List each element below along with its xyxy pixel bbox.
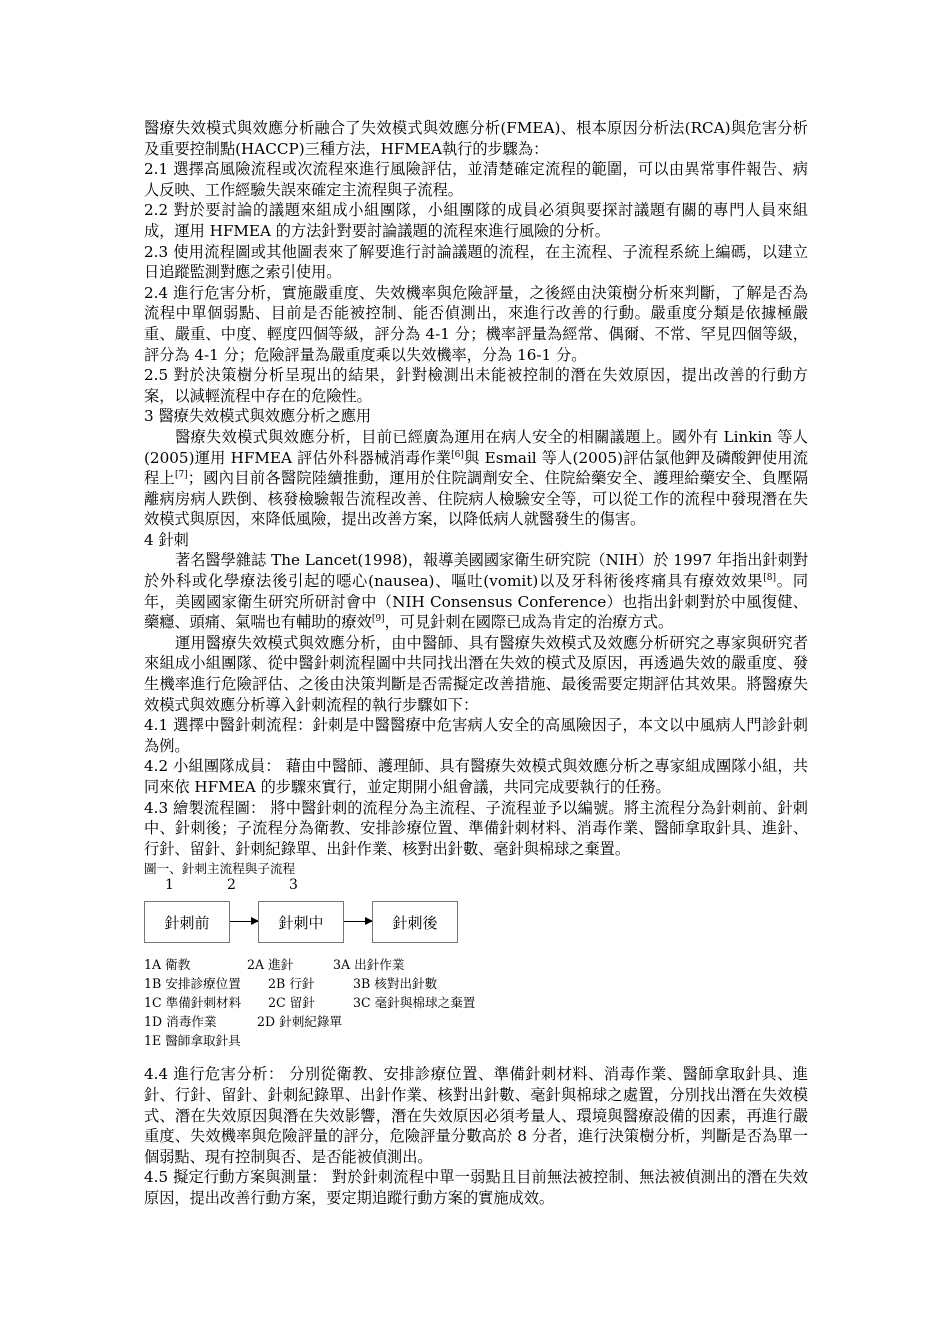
step-4-3: 4.3 繪製流程圖： 將中醫針刺的流程分為主流程、子流程並予以編號。將主流程分為針刺前、針刺中、針刺後；子流程分為衛教、安排診療位置、準備針刺材料、消毒作業、醫師拿取針具、進針、行針、留針、針刺紀錄單、出針作業、核對出針數、毫針與棉球之棄置。: [144, 798, 808, 858]
sub-step: 3B 核對出針數: [353, 976, 438, 992]
sub-step: 2C 留針: [268, 995, 315, 1011]
step-4-2: 4.2 小組團隊成員： 藉由中醫師、護理師、具有醫療失效模式與效應分析之專家組成團隊小組，共同來依 HFMEA 的步驟來實行，並定期開小組會議，共同完成要執行的任務。: [144, 757, 808, 796]
section-4-paragraph-2: 運用醫療失效模式與效應分析，由中醫師、具有醫療失效模式及效應分析研究之專家與研究者來組成小組團隊、從中醫針刺流程圖中共同找出潛在失效的模式及原因，再透過失效的嚴重度、發生機率進行危險評估、之後由決策判斷是否需擬定改善措施、最後需要定期評估其效果。將醫療失效模式與效應分析導入針刺流程的執行步驟如下：: [144, 633, 808, 714]
citation-ref: [6]: [451, 449, 464, 460]
step-4-1: 4.1 選擇中醫針刺流程：針刺是中醫醫療中危害病人安全的高風險因子，本文以中風病人門診針刺為例。: [144, 716, 808, 755]
text-run: ；國內目前各醫院陸續推動，運用於住院調劑安全、住院給藥安全、護理給藥安全、負壓隔離病房病人跌倒、核發檢驗報告流程改善、住院病人檢驗安全等，可以從工作的流程中發現潛在失效模式與原因，來降低風險，提出改善方案，以降低病人就醫發生的傷害。: [144, 469, 809, 529]
sub-step: 2D 針刺紀錄單: [257, 1014, 343, 1030]
text-run: 著名醫學雜誌 The Lancet(1998)，報導美國國家衛生研究院（NIH）於 1997 年指出針刺對於外科或化學療法後引起的噁心(nausea)、嘔吐(vomit)以及牙科術後疼痛具有療效效果: [144, 551, 808, 591]
text-run: ，可見針刺在國際已成為肯定的治療方式。: [384, 613, 674, 632]
step-2-1: 2.1 選擇高風險流程或次流程來進行風險評估，並清楚確定流程的範圍，可以由異常事件報告、病人反映、工作經驗失誤來確定主流程與子流程。: [144, 160, 808, 199]
citation-ref: [9]: [371, 614, 385, 625]
step-2-5: 2.5 對於決策樹分析呈現出的結果，針對檢測出未能被控制的潛在失效原因，提出改善的行動方案，以減輕流程中存在的危險性。: [144, 366, 808, 405]
sub-step: 1C 準備針刺材料: [144, 995, 242, 1011]
sub-step: 2A 進針: [247, 957, 294, 973]
flow-box-after: 針刺後: [372, 901, 458, 943]
section-4-paragraph: [144, 550, 808, 632]
figure-caption: 圖一、針刺主流程與子流程: [144, 861, 296, 877]
main-flow-diagram: [144, 901, 808, 945]
sub-step: 3C 毫針與棉球之棄置: [353, 995, 476, 1011]
sub-step: 3A 出針作業: [333, 957, 405, 973]
flow-box-during: 針刺中: [258, 901, 344, 943]
sub-step: 1B 安排診療位置: [144, 976, 241, 992]
step-2-4: 2.4 進行危害分析，實施嚴重度、失效機率與危險評量，之後經由決策樹分析來判斷，了解是否為流程中單個弱點、目前是否能被控制、能否偵測出，來進行改善的行動。嚴重度分類是依據極嚴重、嚴重、中度、輕度四個等級，評分為 4-1 分；機率評量為經常、偶爾、不常、罕見四個等級，評分為 4-1 分；危險評量為嚴重度乘以失效機率，分為 16-1 分。: [144, 283, 808, 364]
step-4-4: 4.4 進行危害分析： 分別從衛教、安排診療位置、準備針刺材料、消毒作業、醫師拿取針具、進針、行針、留針、針刺紀錄單、出針作業、核對出針數、毫針與棉球之處置，分別找出潛在失效模式、潛在失效原因與潛在失效影響，潛在失效原因必須考量人、環境與醫療設備的因素，再進行嚴重度、失效機率與危險評量的評分，危險評量分數高於 8 分者，進行決策樹分析，判斷是否為單一個弱點、現有控制與否、是否能被偵測出。: [144, 1065, 808, 1166]
section-4-heading: 4 針刺: [144, 530, 189, 549]
flow-box-before: 針刺前: [144, 901, 230, 943]
section-3-paragraph: [144, 427, 808, 530]
flow-number: 3: [289, 877, 298, 894]
step-4-5: 4.5 擬定行動方案與測量： 對於針刺流程中單一弱點且目前無法被控制、無法被偵測出的潛在失效原因，提出改善行動方案，要定期追蹤行動方案的實施成效。: [144, 1168, 808, 1207]
step-2-2: 2.2 對於要討論的議題來組成小組團隊，小組團隊的成員必須與要探討議題有關的專門人員來組成，運用 HFMEA 的方法針對要討論議題的流程來進行風險的分析。: [144, 201, 808, 240]
citation-ref: [7]: [175, 470, 188, 481]
section-3-heading: 3 醫療失效模式與效應分析之應用: [144, 407, 372, 426]
arrow-right-icon: [344, 921, 372, 922]
text-run: 。同年，美國國家衛生研究所研討會中（NIH Consensus Conference）也指出針刺對於中風復健、藥癮、頭痛、氣喘也有輔助的療效: [144, 572, 809, 632]
sub-flow-list: [144, 954, 808, 1064]
flow-numbers: [144, 877, 808, 899]
step-2-3: 2.3 使用流程圖或其他圖表來了解要進行討論議題的流程，在主流程、子流程系統上編碼，以建立日追蹤監測對應之索引使用。: [144, 242, 808, 282]
text-run: 與 Esmail 等人(2005)評估氯他鉀及磷酸鉀使用流程上: [144, 448, 808, 488]
flow-number: 2: [227, 877, 236, 894]
arrow-right-icon: [230, 921, 258, 922]
flow-number: 1: [165, 877, 174, 894]
document-page: [144, 118, 808, 1209]
sub-step: 1E 醫師拿取針具: [144, 1033, 241, 1049]
text-run: 醫療失效模式與效應分析，目前已經廣為運用在病人安全的相關議題上。國外有 Linkin 等人(2005)運用 HFMEA 評估外科器械消毒作業: [144, 427, 808, 467]
sub-step: 2B 行針: [268, 976, 315, 992]
citation-ref: [8]: [763, 573, 776, 583]
sub-step: 1D 消毒作業: [144, 1014, 217, 1030]
sub-step: 1A 衛教: [144, 957, 191, 973]
intro-paragraph: 醫療失效模式與效應分析融合了失效模式與效應分析(FMEA)、根本原因分析法(RCA)與危害分析及重要控制點(HACCP)三種方法，HFMEA執行的步驟為：: [144, 119, 808, 158]
